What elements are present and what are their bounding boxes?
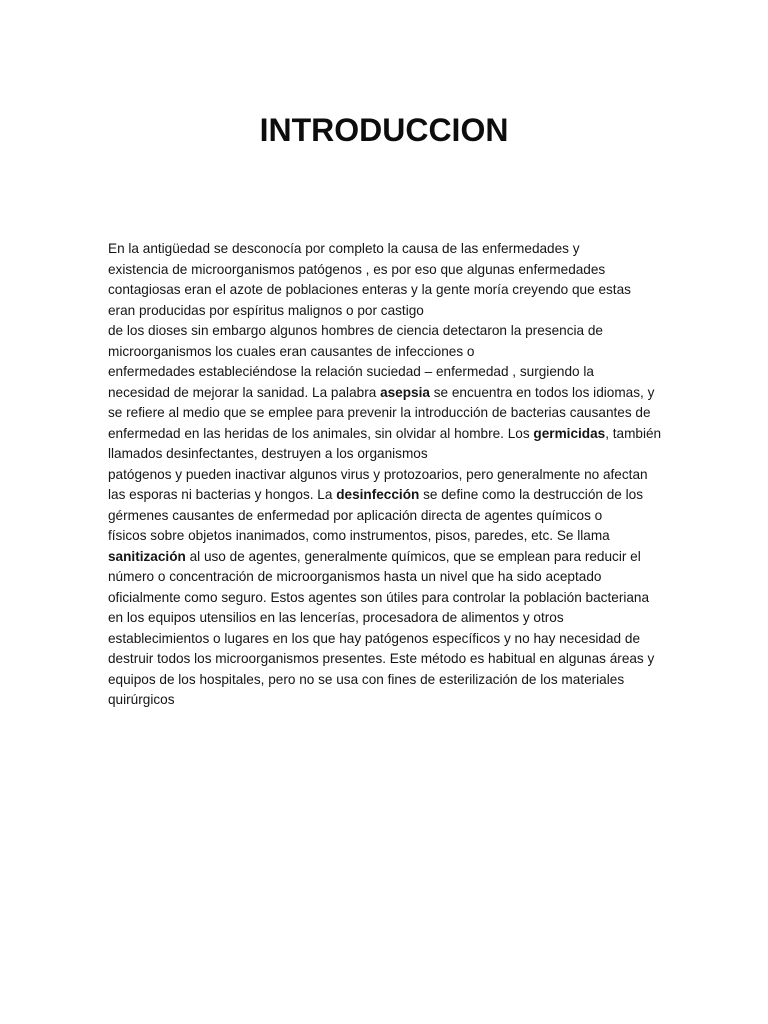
text-line bbox=[108, 506, 668, 527]
text-line bbox=[108, 588, 668, 609]
text-line bbox=[108, 649, 668, 670]
text-line bbox=[108, 485, 668, 506]
text-run: oficialmente como seguro. Estos agentes son útiles para controlar la población bacteriana bbox=[108, 589, 650, 605]
text-line bbox=[108, 424, 668, 445]
text-line bbox=[108, 465, 668, 486]
text-run: En la antigüedad se desconocía por completo la causa de las enfermedades y bbox=[108, 241, 580, 256]
text-run: en los equipos utensilios en las lencerías, procesadora de alimentos y otros bbox=[108, 610, 564, 625]
bold-term: sanitización bbox=[108, 548, 186, 564]
text-run: enfermedad en las heridas de los animales, sin olvidar al hombre. Los bbox=[108, 425, 534, 441]
text-line bbox=[108, 342, 668, 363]
text-run: de los dioses sin embargo algunos hombres de ciencia detectaron la presencia de bbox=[108, 323, 603, 338]
text-run: existencia de microorganismos patógenos , es por eso que algunas enfermedades bbox=[108, 261, 606, 277]
text-line bbox=[108, 567, 668, 588]
body-paragraph bbox=[108, 239, 668, 711]
text-line bbox=[108, 260, 668, 281]
text-line bbox=[108, 239, 668, 260]
text-line bbox=[108, 547, 668, 568]
text-line bbox=[108, 629, 668, 650]
text-run: se refiere al medio que se emplee para prevenir la introducción de bacterias causantes de bbox=[108, 405, 651, 420]
page-title: INTRODUCCION bbox=[259, 112, 509, 148]
bold-term: germicidas bbox=[533, 425, 606, 441]
bold-term: asepsia bbox=[380, 384, 430, 400]
text-line bbox=[108, 444, 668, 465]
text-line bbox=[108, 690, 668, 711]
text-run: quirúrgicos bbox=[108, 692, 175, 707]
text-run: físicos sobre objetos inanimados, como instrumentos, pisos, paredes, etc. Se llama bbox=[108, 528, 610, 543]
text-line bbox=[108, 403, 668, 424]
text-line bbox=[108, 280, 668, 301]
text-run: , también bbox=[605, 425, 662, 441]
text-run: se encuentra en todos los idiomas, y bbox=[429, 384, 655, 400]
text-run: enfermedades estableciéndose la relación suciedad – enfermedad , surgiendo la bbox=[108, 364, 594, 379]
text-run: eran producidas por espíritus malignos o por castigo bbox=[108, 302, 424, 318]
text-run: llamados desinfectantes, destruyen a los organismos bbox=[108, 446, 428, 461]
text-line bbox=[108, 608, 668, 629]
text-line bbox=[108, 526, 668, 547]
text-run: gérmenes causantes de enfermedad por aplicación directa de agentes químicos o bbox=[108, 507, 603, 523]
bold-term: desinfección bbox=[336, 487, 420, 502]
text-run: patógenos y pueden inactivar algunos virus y protozoarios, pero generalmente no afectan bbox=[108, 466, 648, 482]
text-line bbox=[108, 321, 668, 342]
text-line bbox=[108, 383, 668, 404]
text-run: necesidad de mejorar la sanidad. La palabra bbox=[108, 384, 381, 400]
text-run: contagiosas eran el azote de poblaciones enteras y la gente moría creyendo que estas bbox=[108, 282, 631, 297]
text-run: número o concentración de microorganismos hasta un nivel que ha sido aceptado bbox=[108, 569, 602, 584]
text-run: equipos de los hospitales, pero no se usa con fines de esterilización de los materiales bbox=[108, 671, 625, 687]
text-line bbox=[108, 362, 668, 383]
text-line bbox=[108, 670, 668, 691]
text-run: destruir todos los microorganismos presentes. Este método es habitual en algunas áreas y bbox=[108, 651, 655, 666]
text-line bbox=[108, 301, 668, 322]
text-run: establecimientos o lugares en los que hay patógenos específicos y no hay necesidad de bbox=[108, 630, 641, 646]
text-run: al uso de agentes, generalmente químicos, que se emplean para reducir el bbox=[185, 548, 641, 564]
text-run: microorganismos los cuales eran causantes de infecciones o bbox=[108, 343, 475, 359]
text-run: se define como la destrucción de los bbox=[419, 487, 643, 502]
text-run: las esporas ni bacterias y hongos. La bbox=[108, 487, 337, 502]
